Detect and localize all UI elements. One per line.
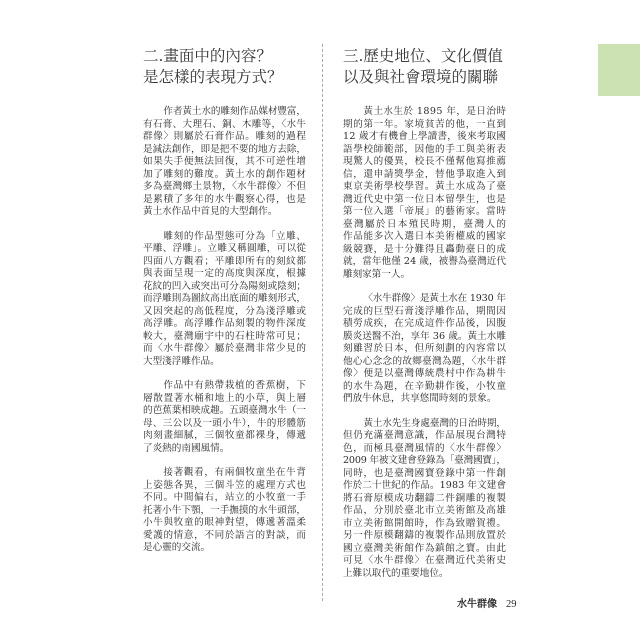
- text-line-content: 的水牛為題，在辛勤耕作後，小牧童: [343, 380, 507, 392]
- text-line: [143, 505, 306, 518]
- text-line-content: 與表面呈現一定的高度與深度，根據: [143, 268, 307, 279]
- text-line: [143, 281, 306, 294]
- heading-line: 二.畫面中的內容？: [143, 47, 272, 65]
- text-line: [343, 568, 506, 581]
- text-line-content: 積勞成疾，在完成這件作品後，因腹: [343, 318, 507, 329]
- text-line: [143, 418, 306, 431]
- text-line-content: 現驚人的優異，校長不僅幫他寫推薦: [343, 156, 507, 167]
- text-line: [343, 480, 506, 493]
- text-line: [143, 206, 306, 219]
- text-line-content: 市立美術館開館時，作為致贈賀禮。: [343, 517, 507, 529]
- heading-line: 三.歷史地位、文化價值: [343, 47, 503, 65]
- paragraph: [143, 106, 306, 219]
- paragraph: [343, 293, 506, 406]
- text-line-content: 又因突起的高低程度，分為淺浮雕或: [143, 305, 307, 317]
- text-line-content: 上姿態各異，三個斗笠的處理方式也: [143, 479, 307, 491]
- text-line: [143, 517, 306, 530]
- text-line: [343, 293, 506, 306]
- text-line-content: 四面八方觀看；平雕即所有的刻紋都: [143, 255, 307, 267]
- text-line-content: 層散置著水桶和地上的小草，與上層: [143, 392, 307, 404]
- text-line-content: 可見〈水牛群像〉在臺灣近代美術史: [343, 555, 507, 566]
- text-line-content: 灣近代史中第一位日本留學生，也是: [343, 193, 507, 205]
- text-line-content: 不同。中間偏右，站立的小牧童一手: [143, 492, 307, 503]
- text-line: [143, 331, 306, 344]
- text-line: [343, 493, 506, 506]
- text-line: [143, 306, 306, 319]
- text-line: [143, 231, 306, 244]
- text-line-content: 接著觀看，有兩個牧童坐在牛背: [163, 467, 307, 478]
- text-line: [143, 268, 306, 281]
- text-line-content: 群像〉則屬於石膏作品。雕刻的過程: [143, 131, 307, 142]
- text-line-content: 像〉便是以臺灣傳統農村中作為耕牛: [343, 368, 507, 379]
- text-line: [343, 144, 506, 157]
- text-line-content: 如果失手便無法回復，其不可逆性增: [143, 156, 307, 167]
- section-heading: [143, 46, 306, 88]
- text-line: [343, 381, 506, 394]
- text-line: [343, 343, 506, 356]
- heading-line: 以及與社會環境的關聯: [343, 68, 499, 86]
- text-line: [143, 492, 306, 505]
- text-line: [143, 106, 306, 119]
- text-line-content: 較大，臺灣廟宇中的石柱時常可見；: [143, 330, 307, 342]
- text-line-content: 〈水牛群像〉是黃土水在 1930 年: [363, 293, 506, 304]
- paragraph: [143, 231, 306, 369]
- text-line: [143, 530, 306, 543]
- text-line: [143, 405, 306, 418]
- text-line: [343, 468, 506, 481]
- text-line-content: 花紋的凹入或突出可分為陽刻或陰刻；: [143, 280, 306, 292]
- text-line: [143, 443, 306, 456]
- text-line-content: 有石膏、大理石、銅、木雕等，〈水牛: [143, 118, 307, 130]
- text-line: [343, 318, 506, 331]
- text-line: [343, 256, 506, 269]
- text-line: [143, 131, 306, 144]
- text-line-content: 另一件原模翻鑄的複製作品則放置於: [343, 530, 507, 541]
- text-line: [143, 393, 306, 406]
- section-heading: [343, 46, 506, 88]
- text-line-content: 母、三公以及一頭小牛），牛的形體筋: [143, 417, 307, 429]
- text-line-content: 高浮雕。高浮雕作品刻製的物件深度: [143, 318, 307, 329]
- page-footer: [457, 598, 517, 612]
- text-line-content: 他心心念念的故鄉臺灣為題，〈水牛群: [343, 355, 507, 367]
- text-line-content: 是減法創作，即是把不要的地方去除，: [143, 143, 306, 155]
- text-line: [343, 194, 506, 207]
- paragraph: [143, 467, 306, 555]
- text-line: [143, 430, 306, 443]
- text-line-content: 12 歲才有機會上學讀書，後來考取國: [343, 131, 507, 142]
- body-text: [343, 106, 506, 580]
- text-line: [143, 181, 306, 194]
- text-line: [143, 119, 306, 132]
- paragraph: [343, 106, 506, 281]
- text-line: [343, 455, 506, 468]
- text-line-content: 而〈水牛群像〉屬於臺灣非常少見的: [143, 343, 307, 354]
- text-line-content: 同時，也是臺灣國寶登錄中第一件創: [343, 467, 507, 479]
- text-line-content: 平雕、浮雕」。立雕又稱圓雕，可以從: [143, 243, 307, 254]
- text-line-content: 上難以取代的重要地位。: [343, 567, 449, 579]
- text-line-content: 色，而極具臺灣風情的〈水牛群像〉: [343, 442, 507, 454]
- text-line-content: 多為臺灣鄉土景物，〈水牛群像〉不但: [143, 181, 307, 192]
- text-line-content: 肉刻畫細膩，三個牧童都裸身，傳遞: [143, 430, 307, 441]
- text-line-content: 作品能多次入選日本美術權威的國家: [343, 231, 507, 242]
- text-line-content: 東京美術學校學習。黃土水成為了臺: [343, 181, 507, 192]
- text-line-content: 加了雕刻的難度。黃土水的創作題材: [143, 168, 307, 180]
- text-line-content: 作者黃土水的雕刻作品媒材豐富，: [163, 106, 306, 117]
- text-line-content: 小牛與牧童的眼神對望，傳遞著溫柔: [143, 517, 307, 528]
- text-line-content: 們放牛休息，共享悠閒時刻的景象。: [343, 393, 497, 404]
- text-line: [143, 256, 306, 269]
- text-line: [343, 231, 506, 244]
- text-line-content: 黃土水作品中首見的大型創作。: [143, 206, 278, 217]
- text-line: [143, 144, 306, 157]
- text-line: [343, 206, 506, 219]
- text-line-content: 的芭蕉葉相映成趣。五頭臺灣水牛（一: [143, 405, 306, 416]
- text-line: [343, 443, 506, 456]
- left-column: [143, 46, 307, 553]
- text-line-content: 就，當年他僅 24 歲，被譽為臺灣近代: [343, 256, 507, 267]
- text-line: [343, 244, 506, 257]
- text-line: [143, 542, 306, 555]
- text-line: [143, 343, 306, 356]
- text-line: [343, 393, 506, 406]
- text-line-content: 將石膏原模成功翻鑄二件銅雕的複製: [343, 492, 507, 504]
- text-line-content: 托著小牛下顎，一手撫摸的水牛頭部，: [143, 504, 306, 516]
- text-line-content: 黃土水生於 1895 年，是日治時: [363, 106, 507, 117]
- text-line: [143, 480, 306, 493]
- text-line-content: 2009 年被文建會登錄為「臺灣國寶」，: [343, 455, 506, 466]
- text-line-content: 完成的巨型石膏淺浮雕作品，期間因: [343, 305, 507, 317]
- text-line-content: 作品，分別於臺北市立美術館及高雄: [343, 505, 507, 516]
- text-line-content: 信，還申請獎學金，替他爭取進入到: [343, 168, 507, 180]
- text-line-content: 雕刻家第一人。: [343, 268, 411, 280]
- chapter-tab: [598, 44, 640, 96]
- text-line-content: 大型淺浮雕作品。: [143, 355, 220, 367]
- text-line: [143, 169, 306, 182]
- text-line-content: 第一位入選「帝展」的藝術家。當時: [343, 206, 507, 217]
- text-line: [343, 269, 506, 282]
- right-column: [343, 46, 508, 579]
- text-line: [143, 293, 306, 306]
- text-line: [343, 106, 506, 119]
- text-line-content: 膜炎送醫不治，享年 36 歲。黃土水雕: [343, 330, 507, 342]
- text-line: [343, 555, 506, 568]
- text-line: [343, 543, 506, 556]
- text-line-content: 臺灣屬於日本殖民時期，臺灣人的: [343, 218, 508, 230]
- text-line-content: 了炎熱的南國風情。: [143, 442, 230, 454]
- column-divider: [322, 44, 323, 601]
- text-line: [343, 368, 506, 381]
- text-line: [343, 156, 506, 169]
- text-line: [343, 119, 506, 132]
- page-number: 29: [506, 599, 517, 610]
- paragraph: [143, 380, 306, 455]
- text-line: [343, 418, 506, 431]
- text-line-content: 刻雖習於日本，但所刻劃的內容常以: [343, 343, 507, 354]
- text-line-content: 而浮雕則為圖紋高出底面的雕刻形式，: [143, 293, 306, 304]
- text-line-content: 愛護的情意，不同於語言的對談，而: [143, 529, 307, 541]
- heading-line: 是怎樣的表現方式？: [143, 68, 283, 86]
- text-line: [143, 194, 306, 207]
- text-line: [143, 356, 306, 369]
- text-line-content: 但仍充滿臺灣意識，作品展現台灣特: [343, 430, 507, 441]
- text-line-content: 是累積了多年的水牛觀察心得，也是: [143, 193, 307, 205]
- text-line-content: 是心靈的交流。: [143, 542, 211, 553]
- text-line: [343, 306, 506, 319]
- text-line: [343, 530, 506, 543]
- text-line: [343, 131, 506, 144]
- text-line: [343, 169, 506, 182]
- text-line: [343, 181, 506, 194]
- text-line: [143, 243, 306, 256]
- text-line: [143, 318, 306, 331]
- text-line: [343, 518, 506, 531]
- text-line-content: 期的第一年。家境貧苦的他，一直到: [343, 118, 507, 130]
- text-line: [143, 380, 306, 393]
- text-line: [143, 467, 306, 480]
- text-line: [143, 156, 306, 169]
- text-line-content: 雕刻的作品型態可分為「立雕、: [163, 230, 307, 242]
- text-line: [343, 505, 506, 518]
- text-line-content: 作品中有熱帶栽植的香蕉樹，下: [163, 380, 307, 391]
- text-line-content: 級競賽，是十分難得且轟動臺日的成: [343, 243, 507, 255]
- running-title: 水牛群像: [457, 599, 497, 610]
- paragraph: [343, 418, 506, 581]
- text-line-content: 作於二十世紀的作品。1983 年文建會: [343, 480, 507, 491]
- text-line-content: 國立臺灣美術館作為鎮館之寶。由此: [343, 542, 507, 554]
- text-line: [343, 430, 506, 443]
- text-line-content: 黃土水先生身處臺灣的日治時期，: [363, 417, 506, 429]
- text-line: [343, 219, 506, 232]
- text-line: [343, 331, 506, 344]
- body-text: [143, 106, 306, 555]
- text-line: [343, 356, 506, 369]
- text-line-content: 語學校師範部，因他的手工與美術表: [343, 143, 507, 155]
